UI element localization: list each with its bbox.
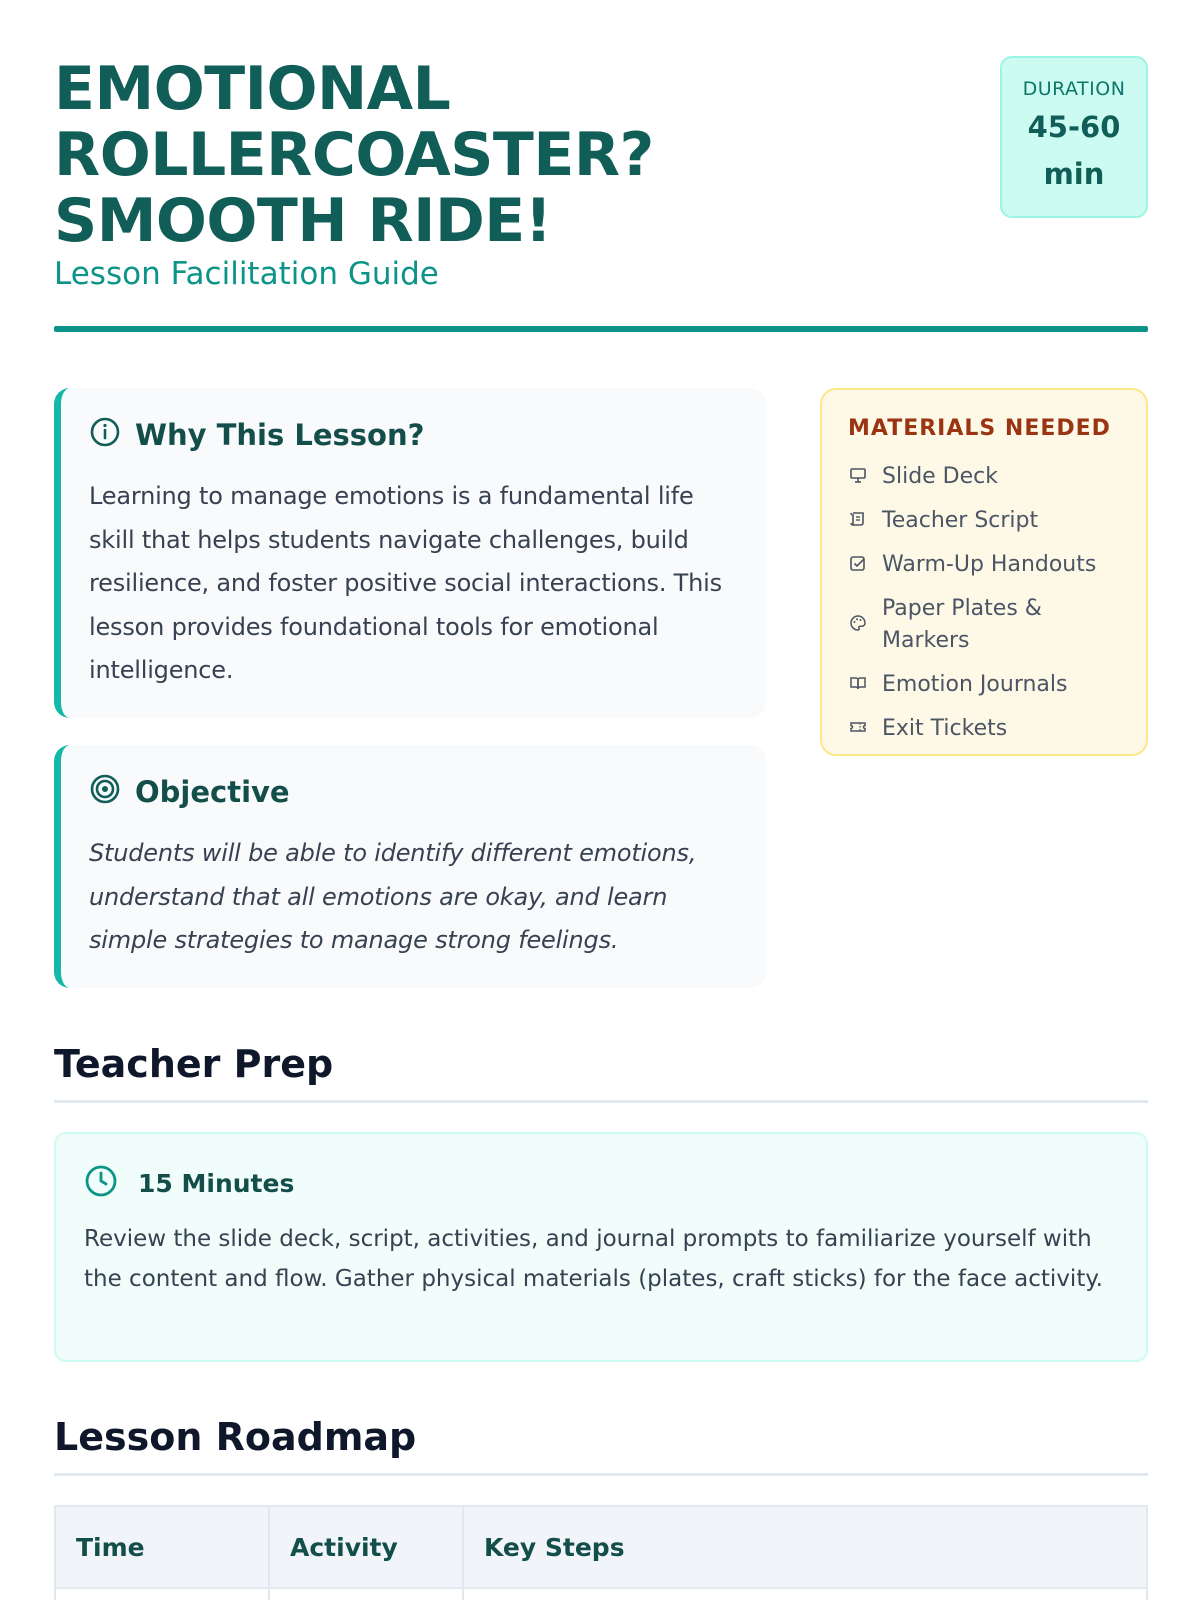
objective-card-header: [89, 773, 732, 810]
page-title: EMOTIONAL ROLLERCOASTER? SMOOTH RIDE!: [54, 54, 654, 256]
materials-item-label: Emotion Journals: [882, 672, 1068, 697]
table-cell: [463, 1588, 1147, 1600]
checkbox-icon: [848, 553, 868, 578]
materials-item-label: Warm-Up Handouts: [882, 552, 1097, 577]
materials-title: MATERIALS NEEDED: [848, 416, 1111, 441]
target-icon: [89, 773, 121, 810]
materials-item: [848, 669, 1122, 701]
scroll-icon: [848, 509, 868, 534]
table-cell: [55, 1588, 269, 1600]
book-icon: [848, 673, 868, 698]
materials-list: [848, 461, 1122, 745]
materials-item: [848, 505, 1122, 537]
objective-card-body: Students will be able to identify different emotions, understand that all emotions are okay, and learn simple strategies to manage strong feelings.: [89, 839, 697, 954]
duration-badge: [1000, 56, 1148, 218]
objective-card: [54, 745, 766, 988]
teacher-prep-header: [84, 1164, 1118, 1203]
roadmap-table: [54, 1505, 1148, 1600]
materials-item: [848, 713, 1122, 745]
materials-item-label: Exit Tickets: [882, 716, 1008, 741]
why-this-lesson-card: [54, 388, 766, 718]
teacher-prep-heading: Teacher Prep: [54, 1042, 334, 1086]
why-card-header: [89, 416, 732, 453]
why-card-body: Learning to manage emotions is a fundamental life skill that helps students navigate challenges, build resilience, and foster positive social interactions. This lesson provides foundational tools for emotional intelligence.: [89, 482, 722, 684]
table-cell: [269, 1588, 463, 1600]
teacher-prep-title: 15 Minutes: [138, 1169, 295, 1198]
materials-item: [848, 549, 1122, 581]
materials-item: [848, 461, 1122, 493]
objective-card-title: Objective: [135, 774, 290, 809]
presentation-icon: [848, 465, 868, 490]
table-row: [55, 1588, 1147, 1600]
palette-icon: [848, 613, 868, 638]
materials-item-label: Paper Plates & Markers: [882, 596, 1042, 653]
roadmap-col-activity: Activity: [269, 1506, 463, 1588]
roadmap-heading: Lesson Roadmap: [54, 1415, 417, 1459]
header: [54, 56, 1148, 336]
materials-item-label: Teacher Script: [882, 508, 1039, 533]
teacher-prep-box: [54, 1132, 1148, 1362]
ticket-icon: [848, 717, 868, 742]
lesson-guide-page: [54, 0, 1148, 1600]
teacher-prep-body: Review the slide deck, script, activities, and journal prompts to familiarize yourself with the content and flow. Gather physical materials (plates, craft sticks) for the face activity.: [84, 1226, 1103, 1292]
duration-value: 45-60 min: [1027, 110, 1121, 191]
teacher-prep-rule: [54, 1100, 1148, 1103]
materials-item-label: Slide Deck: [882, 464, 998, 489]
roadmap-rule: [54, 1473, 1148, 1476]
materials-needed-box: [820, 388, 1148, 756]
why-card-title: Why This Lesson?: [135, 417, 425, 452]
page-subtitle: Lesson Facilitation Guide: [54, 256, 439, 292]
materials-item: [848, 593, 1122, 657]
duration-label: DURATION: [1022, 78, 1126, 100]
clock-icon: [84, 1164, 118, 1203]
header-divider: [54, 326, 1148, 332]
roadmap-col-key-steps: Key Steps: [463, 1506, 1147, 1588]
info-icon: [89, 416, 121, 453]
roadmap-col-time: Time: [55, 1506, 269, 1588]
roadmap-header-row: [55, 1506, 1147, 1588]
